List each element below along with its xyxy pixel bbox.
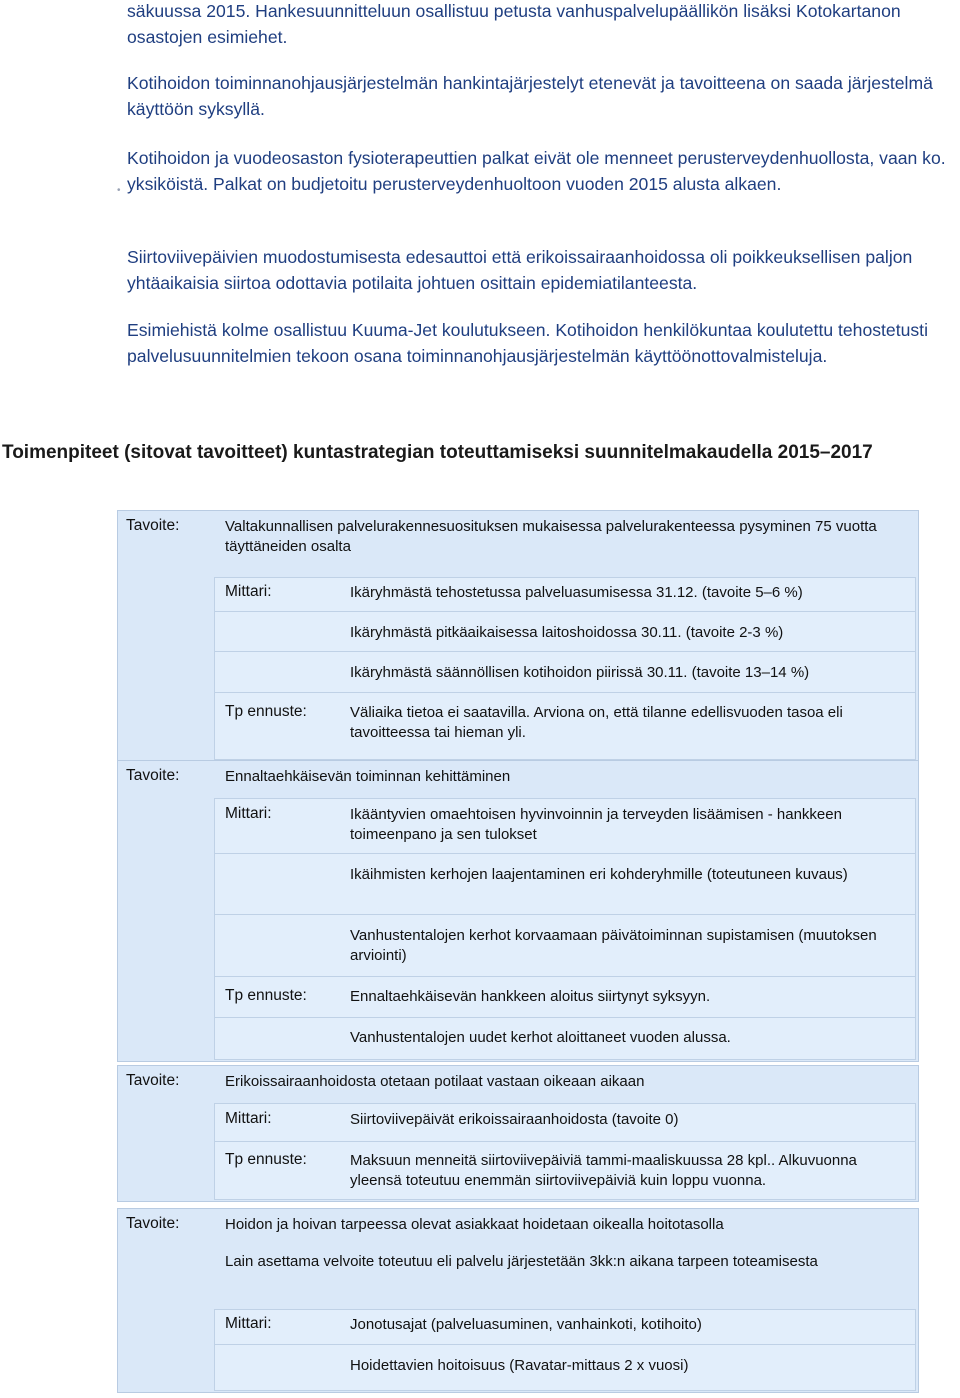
mittari-item: Ikäryhmästä pitkäaikaisessa laitoshoidossa 30.11. (tavoite 2-3 %)	[350, 624, 784, 641]
intro-paragraph-2: Kotihoidon toiminnanohjausjärjestelmän hankintajärjestelyt etenevät ja tavoitteena on saada järjestelmä käyttöön syksyllä.	[127, 73, 933, 119]
mittari-label: Mittari:	[225, 805, 272, 822]
goal-block-1	[117, 510, 919, 762]
mittari-item: Ikäryhmästä säännöllisen kotihoidon piirissä 30.11. (tavoite 13–14 %)	[350, 664, 810, 681]
mittari-item: Vanhustentalojen kerhot korvaamaan päivätoiminnan supistamisen (muutoksen arviointi)	[350, 927, 877, 964]
ennuste-item: Väliaika tietoa ei saatavilla. Arviona on, että tilanne edellisvuoden tasoa eli tavoitteessa tai hieman yli.	[350, 704, 843, 741]
ennuste-label: Tp ennuste:	[225, 1151, 307, 1168]
ennuste-label: Tp ennuste:	[225, 987, 307, 1004]
mittari-item: Siirtoviivepäivät erikoissairaanhoidosta (tavoite 0)	[350, 1111, 679, 1128]
ennuste-item: Maksuun menneitä siirtoviivepäiviä tammi-maaliskuussa 28 kpl.. Alkuvuonna yleensä toteutuu enemmän siirtoviivepäiviä kuin loppu vuonna.	[350, 1152, 857, 1189]
goal-details	[214, 1309, 916, 1391]
mittari-item: Ikääntyvien omaehtoisen hyvinvoinnin ja terveyden lisäämisen - hankkeen toimeenpano ja sen tulokset	[350, 806, 842, 843]
goal-label: Tavoite:	[126, 517, 180, 534]
goal-block-4	[117, 1208, 919, 1393]
goal-details	[214, 577, 916, 760]
goal-label: Tavoite:	[126, 1215, 180, 1232]
mittari-label: Mittari:	[225, 583, 272, 600]
goal-details	[214, 798, 916, 1060]
mittari-item: Ikäryhmästä tehostetussa palveluasumisessa 31.12. (tavoite 5–6 %)	[350, 584, 803, 601]
goal-text: Valtakunnallisen palvelurakennesuosituksen mukaisessa palvelurakenteessa pysyminen 75 vuotta täyttäneiden osalta	[225, 518, 877, 555]
intro-paragraph-5: Esimiehistä kolme osallistuu Kuuma-Jet koulutukseen. Kotihoidon henkilökuntaa koulutettu tehostetusti palvelusuunnitelmien tekoon osana toiminnanohjausjärjestelmän käyttöönottovalmisteluja.	[127, 320, 928, 366]
intro-paragraph-4: Siirtoviivepäivien muodostumisesta edesauttoi että erikoissairaanhoidossa oli poikkeuksellisen paljon yhtäaikaisia siirtoa odottavia potilaita johtuen osittain epidemiatilanteesta.	[127, 247, 913, 293]
mittari-item: Hoidettavien hoitoisuus (Ravatar-mittaus 2 x vuosi)	[350, 1357, 689, 1374]
goal-details	[214, 1103, 916, 1200]
goal-text: Hoidon ja hoivan tarpeessa olevat asiakkaat hoidetaan oikealla hoitotasolla	[225, 1216, 724, 1233]
section-heading: Toimenpiteet (sitovat tavoitteet) kuntastrategian toteuttamiseksi suunnitelmakaudella 2015–2017	[2, 442, 873, 463]
mittari-label: Mittari:	[225, 1110, 272, 1127]
mittari-item: Jonotusajat (palveluasuminen, vanhainkoti, kotihoito)	[350, 1316, 702, 1333]
mittari-item: Ikäihmisten kerhojen laajentaminen eri kohderyhmille (toteutuneen kuvaus)	[350, 866, 848, 883]
goal-text: Ennaltaehkäisevän toiminnan kehittäminen	[225, 768, 511, 785]
goal-block-3	[117, 1065, 919, 1202]
bullet-dot-icon: •	[117, 185, 121, 196]
goal-text-secondary: Lain asettama velvoite toteutuu eli palvelu järjestetään 3kk:n aikana tarpeen toteamisesta	[225, 1253, 818, 1270]
ennuste-item: Ennaltaehkäisevän hankkeen aloitus siirtynyt syksyyn.	[350, 988, 711, 1005]
goal-label: Tavoite:	[126, 767, 180, 784]
intro-paragraph-1: säkuussa 2015. Hankesuunnitteluun osallistuu petusta vanhuspalvelupäällikön lisäksi Kotokartanon osastojen esimiehet.	[127, 1, 901, 47]
ennuste-label: Tp ennuste:	[225, 703, 307, 720]
goal-label: Tavoite:	[126, 1072, 180, 1089]
goal-block-2	[117, 760, 919, 1062]
mittari-label: Mittari:	[225, 1315, 272, 1332]
ennuste-item: Vanhustentalojen uudet kerhot aloittaneet vuoden alussa.	[350, 1029, 731, 1046]
goal-text: Erikoissairaanhoidosta otetaan potilaat vastaan oikeaan aikaan	[225, 1073, 645, 1090]
intro-paragraph-3: Kotihoidon ja vuodeosaston fysioterapeuttien palkat eivät ole menneet perusterveydenhuollosta, vaan ko. yksiköistä. Palkat on budjetoitu perusterveydenhuoltoon vuoden 2015 alusta alkaen.	[127, 148, 946, 194]
